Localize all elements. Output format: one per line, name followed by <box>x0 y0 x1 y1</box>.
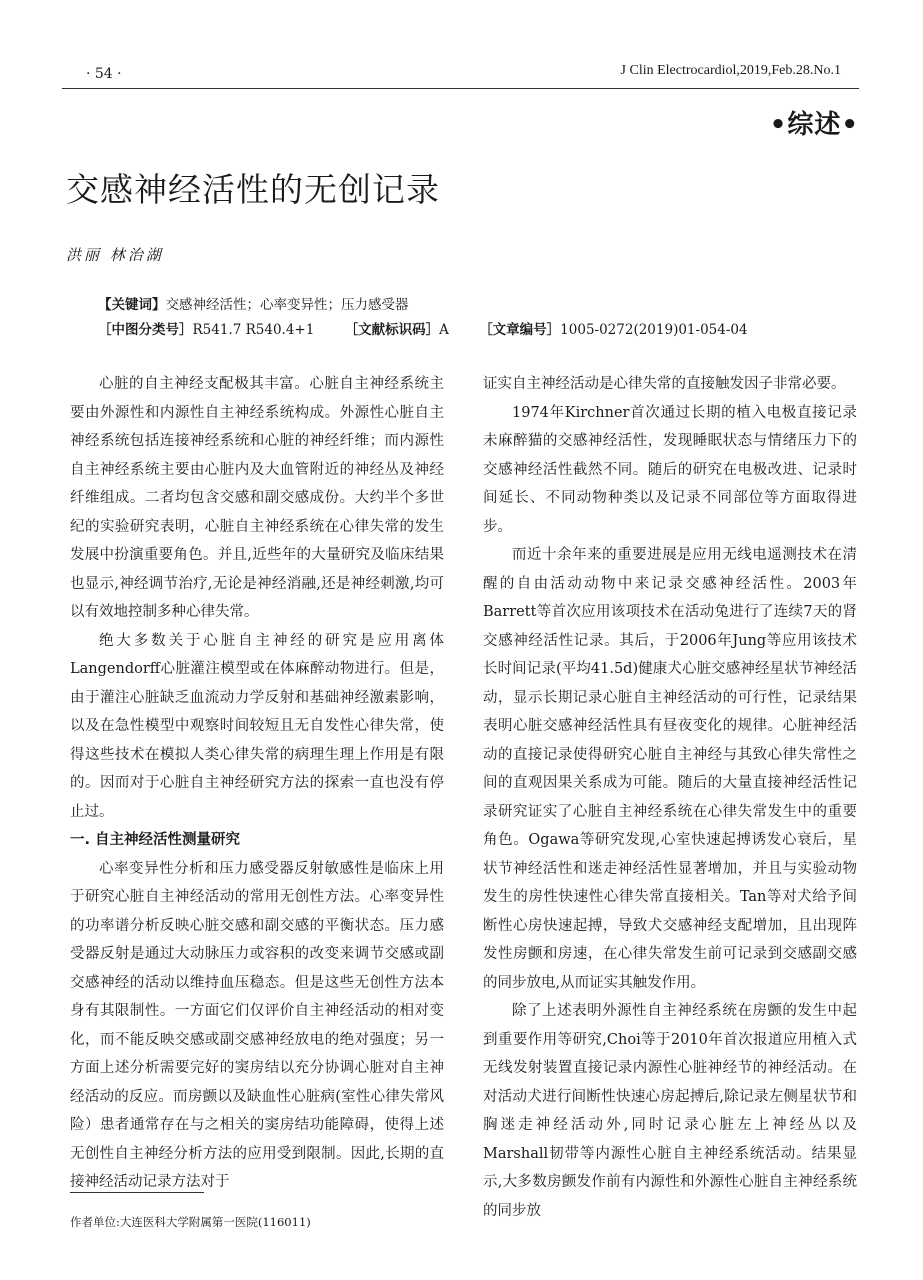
header-rule <box>62 88 859 89</box>
articleno-label: ［文章编号］ <box>479 322 561 338</box>
keywords: 交感神经活性；心率变异性；压力感受器 <box>165 297 409 313</box>
section-label: •综述• <box>769 110 859 140</box>
doccode-label: ［文献标识码］ <box>344 322 440 338</box>
article-title: 交感神经活性的无创记录 <box>66 170 440 209</box>
document-code <box>345 322 449 338</box>
keywords-line <box>98 293 409 313</box>
paragraph: 1974年Kirchner首次通过长期的植入电极直接记录未麻醉猫的交感神经活性，发现睡眠状态与情绪压力下的交感神经活性截然不同。随后的研究在电极改进、记录时间延长、不同动物种类以及记录不同部位等方面取得进步。 <box>483 404 857 535</box>
page-number: · 54 · <box>86 66 122 82</box>
clc-code <box>98 322 314 338</box>
paragraph: 而近十余年来的重要进展是应用无线电遥测技术在清醒的自由活动动物中来记录交感神经活性。2003年Barrett等首次应用该项技术在活动兔进行了连续7天的肾交感神经活性记录。其后，于2006年Jung等应用该技术长时间记录(平均41.5d)健康犬心脏交感神经星状节神经活动，显示长期记录心脏自主神经活动的可行性，记录结果表明心脏交感神经活性具有昼夜变化的规律。心脏神经活动的直接记录使得研究心脏自主神经与其致心律失常性之间的直观因果关系成为可能。随后的大量直接神经活性记录研究证实了心脏自主神经系统在心律失常发生中的重要角色。Ogawa等研究发现,心室快速起搏诱发心衰后，星状节神经活性和迷走神经活性显著增加，并且与实验动物发生的房性快速性心律失常直接相关。Tan等对犬给予间断性心房快速起搏，导致犬交感神经支配增加，且出现阵发性房颤和房速，在心律失常发生前可记录到交感副交感的同步放电,从而证实其触发作用。 <box>483 547 857 991</box>
author-affiliation: 作者单位:大连医科大学附属第一医院(116011) <box>70 1215 311 1229</box>
paragraph: 绝大多数关于心脏自主神经的研究是应用离体Langendorff心脏灌注模型或在体麻醉动物进行。但是，由于灌注心脏缺乏血流动力学反射和基础神经激素影响，以及在急性模型中观察时间较短且无自发性心律失常，使得这些技术在模拟人类心律失常的病理生理上作用是有限的。因而对于心脏自主神经研究方法的探索一直也没有停止过。 <box>70 632 444 820</box>
clc-value: R541.7 R540.4+1 <box>192 322 315 338</box>
journal-citation: J Clin Electrocardiol,2019,Feb.28.No.1 <box>620 63 841 78</box>
paragraph: 心率变异性分析和压力感受器反射敏感性是临床上用于研究心脏自主神经活动的常用无创性方法。心率变异性的功率谱分析反映心脏交感和副交感的平衡状态。压力感受器反射是通过大动脉压力或容积的改变来调节交感或副交感神经的活动以维持血压稳态。但是这些无创性方法本身有其限制性。一方面它们仅评价自主神经活动的相对变化，而不能反映交感或副交感神经放电的绝对强度；另一方面上述分析需要完好的窦房结以充分协调心脏对自主神经活动的反应。而房颤以及缺血性心脏病(室性心律失常风险）患者通常存在与之相关的窦房结功能障碍，使得上述无创性自主神经分析方法的应用受到限制。因此,长期的直接神经活动记录方法对于 <box>70 860 444 1190</box>
right-column <box>483 370 857 1225</box>
section-heading: 一. 自主神经活性测量研究 <box>70 832 241 848</box>
paragraph: 除了上述表明外源性自主神经系统在房颤的发生中起到重要作用等研究,Choi等于2010年首次报道应用植入式无线发射装置直接记录内源性心脏神经节的神经活动。在对活动犬进行间断性快速心房起搏后,除记录左侧星状节和胸迷走神经活动外,同时记录心脏左上神经丛以及Marshall韧带等内源性心脏自主神经系统活动。结果显示,大多数房颤发作前有内源性和外源性心脏自主神经系统的同步放 <box>483 1003 857 1219</box>
paragraph: 证实自主神经活动是心律失常的直接触发因子非常必要。 <box>483 376 846 392</box>
paragraph: 心脏的自主神经支配极其丰富。心脏自主神经系统主要由外源性和内源性自主神经系统构成。外源性心脏自主神经系统包括连接神经系统和心脏的神经纤维；而内源性自主神经系统主要由心脏内及大血管附近的神经丛及神经纤维组成。二者均包含交感和副交感成份。大约半个多世纪的实验研究表明，心脏自主神经系统在心律失常的发生发展中扮演重要角色。并且,近些年的大量研究及临床结果也显示,神经调节治疗,无论是神经消融,还是神经刺激,均可以有效地控制多种心律失常。 <box>70 376 444 620</box>
clc-label: ［中图分类号］ <box>98 322 193 338</box>
articleno-value: 1005-0272(2019)01-054-04 <box>560 322 748 338</box>
article-number <box>479 322 747 338</box>
keywords-label: 【关键词】 <box>98 297 166 313</box>
footnote-rule <box>70 1192 204 1193</box>
classification-line <box>98 318 898 338</box>
authors: 洪丽 林治湖 <box>66 246 164 264</box>
doccode-value: A <box>439 322 449 338</box>
left-column <box>70 370 444 1197</box>
